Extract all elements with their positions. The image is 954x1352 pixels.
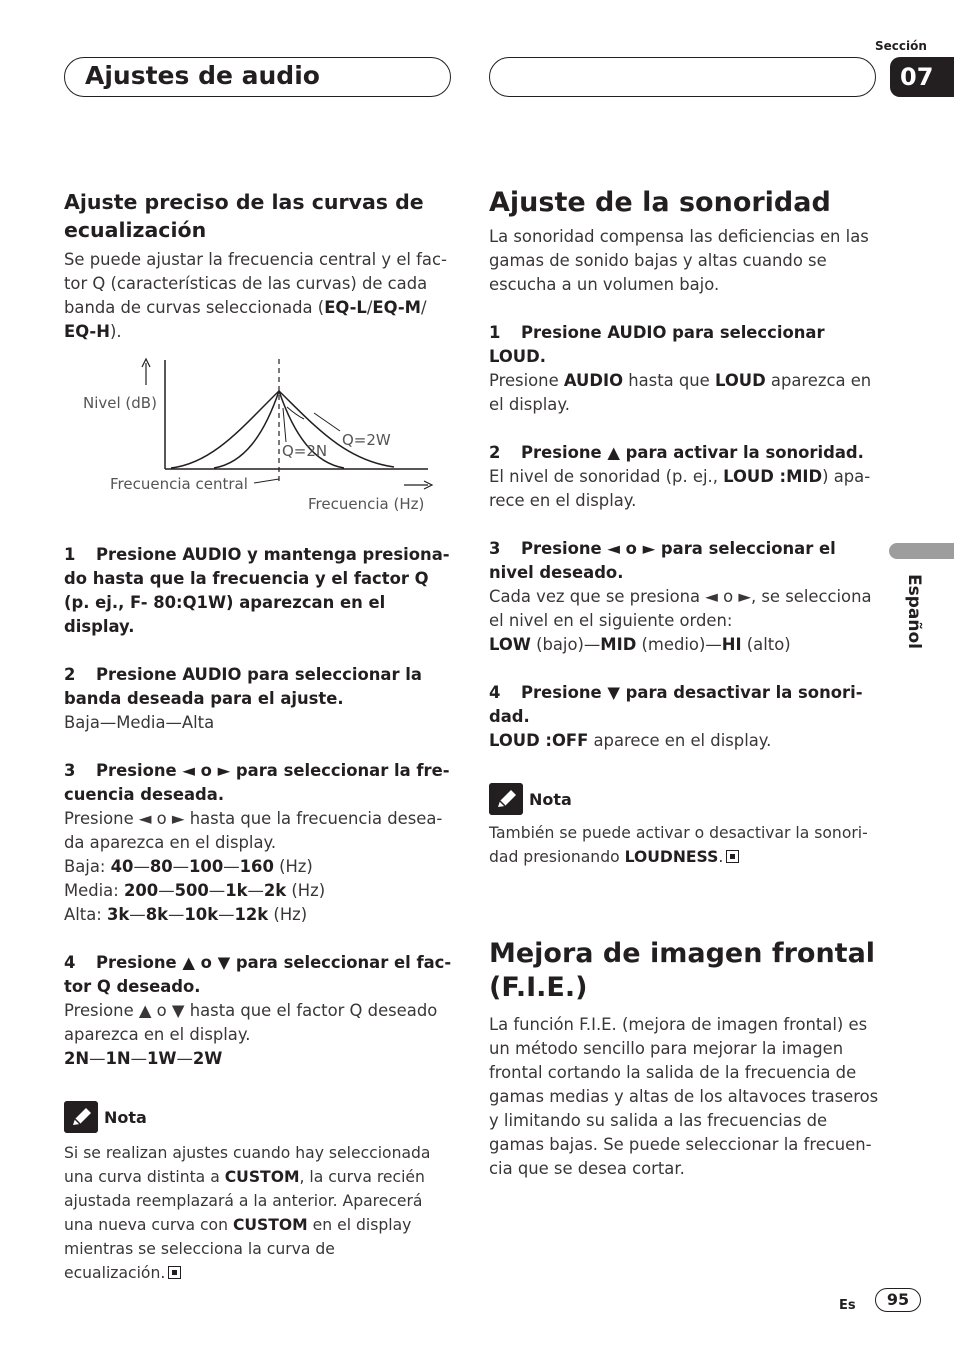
left-steps [64,543,456,1285]
side-tab-marker [889,543,954,559]
q2n-pointer [283,408,286,442]
loud-step-2-body: El nivel de sonoridad (p. ej., LOUD :MID) apa- rece en el display. [489,467,871,510]
loud-step-1: 1 Presione AUDIO para seleccionar LOUD. [489,323,825,366]
section-label: Sección [875,39,927,53]
right-column [489,186,881,1181]
end-mark-icon [168,1266,181,1279]
fie-body: La función F.I.E. (mejora de imagen frontal) es un método sencillo para mejorar la imagen frontal cortando la salida de la frecuencia de gamas medias y altas de los altavoces traseros y limitando su salida a las frecuencias de gamas bajas. Se puede seleccionar la frecuen- cia que se desea cortar. [489,1015,879,1178]
page-number: 95 [875,1288,921,1312]
eq-note-text: Si se realizan ajustes cuando hay seleccionada una curva distinta a CUSTOM, la curva recién ajustada reemplazará a la anterior. Aparecerá una nueva curva con CUSTOM en el display mientras se selecciona la curva de ecualización. [64,1144,431,1282]
loud-step-3-body: Cada vez que se presiona ◄ o ►, se selecciona el nivel en el siguiente orden: [489,587,872,630]
eq-heading: Ajuste preciso de las curvas de ecualización [64,190,424,242]
language-label: Español [904,574,924,649]
y-axis-label: Nivel (dB) [83,394,157,412]
loudness-intro: La sonoridad compensa las deficiencias en las gamas de sonido bajas y altas cuando se escucha a un volumen bajo. [489,227,869,294]
page-title: Ajustes de audio [85,61,320,90]
loud-note-header [489,783,881,815]
header-blank-frame [489,57,876,97]
eq-step-4: 4 Presione ▲ o ▼ para seleccionar el fac- tor Q deseado. [64,953,452,996]
left-column [64,188,454,344]
center-pointer [254,479,279,483]
eq-step-2-body: Baja—Media—Alta [64,713,215,732]
loud-step-4: 4 Presione ▼ para desactivar la sonori- dad. [489,683,863,726]
fie-heading: Mejora de imagen frontal (F.I.E.) [489,938,876,1003]
eq-step-3-body: Presione ◄ o ► hasta que la frecuencia desea- da aparezca en el display. [64,809,443,852]
eq-intro: Se puede ajustar la frecuencia central y el fac- tor Q (características de las curvas) de cada banda de curvas seleccionada (EQ-L/EQ-M/ EQ-H). [64,250,447,341]
note-pencil-icon [489,783,523,815]
loudness-heading: Ajuste de la sonoridad [489,187,831,218]
q-factor-row: 2N—1N—1W—2W [64,1049,223,1068]
note-label: Nota [529,789,572,809]
loud-level-order: LOW (bajo)—MID (medio)—HI (alto) [489,635,791,654]
note-pencil-icon [64,1101,98,1133]
eq-step-4-body: Presione ▲ o ▼ hasta que el factor Q deseado aparezca en el display. [64,1001,438,1044]
q2w-label: Q=2W [342,431,391,449]
center-freq-label: Frecuencia central [110,475,248,493]
q2n-label: Q=2N [282,442,328,460]
section-number: 07 [890,57,954,97]
loud-step-3: 3 Presione ◄ o ► para seleccionar el nivel deseado. [489,539,836,582]
loud-note-text: También se puede activar o desactivar la sonori- dad presionando LOUDNESS. [489,824,868,866]
loud-step-1-body: Presione AUDIO hasta que LOUD aparezca en el display. [489,371,872,414]
end-mark-icon [726,850,739,863]
header-title-frame [64,57,451,97]
footer-lang-code: Es [839,1298,856,1313]
eq-note-header [64,1101,456,1133]
loud-step-4-body: LOUD :OFF aparece en el display. [489,731,772,750]
loud-step-2: 2 Presione ▲ para activar la sonoridad. [489,443,864,462]
x-axis-label: Frecuencia (Hz) [308,495,425,513]
freq-media-row: Media: 200—500—1k—2k (Hz) [64,881,326,900]
eq-step-3: 3 Presione ◄ o ► para seleccionar la fre- cuencia deseada. [64,761,450,804]
freq-alta-row: Alta: 3k—8k—10k—12k (Hz) [64,905,308,924]
note-label: Nota [104,1107,147,1127]
eq-step-2: 2 Presione AUDIO para seleccionar la banda deseada para el ajuste. [64,665,422,708]
eq-step-1: 1 Presione AUDIO y mantenga presiona- do hasta que la frecuencia y el factor Q (p. ej., F- 80:Q1W) aparezcan en el display. [64,545,450,636]
eq-curve-diagram [64,355,454,520]
freq-baja-row: Baja: 40—80—100—160 (Hz) [64,857,313,876]
